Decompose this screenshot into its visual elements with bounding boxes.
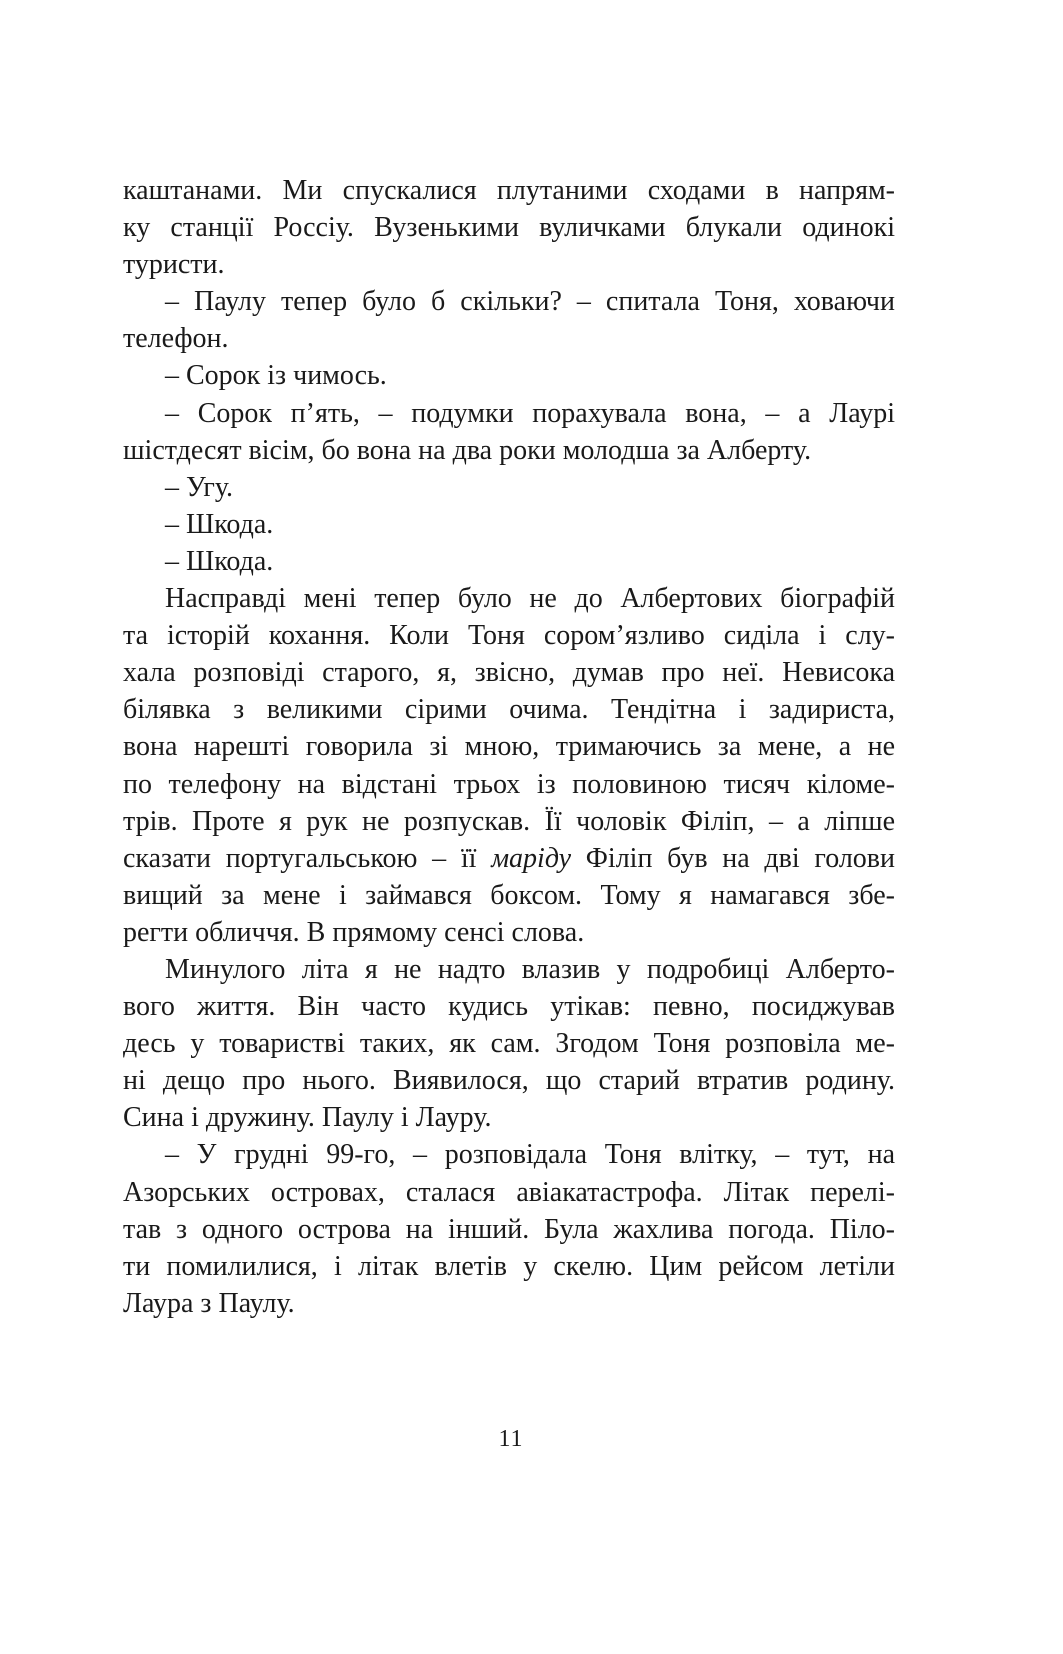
italic-word: маріду (491, 842, 572, 874)
text-segment: сказати португальською – її (123, 842, 492, 874)
text-line: вона нарешті говорила зі мною, тримаючись за мене, а не (123, 731, 895, 763)
text-line: та історій кохання. Коли Тоня сором’язливо сиділа і слу- (123, 620, 895, 652)
text-line: хала розповіді старого, я, звісно, думав про неї. Невисока (123, 657, 895, 689)
text-line: – У грудні 99-го, – розповідала Тоня влітку, – тут, на (165, 1139, 895, 1171)
text-line: десь у товаристві таких, як сам. Згодом Тоня розповіла ме- (123, 1028, 895, 1060)
text-line: ку станції Россіу. Вузенькими вуличками блукали одинокі (123, 212, 895, 244)
text-line: Сина і дружину. Паулу і Лауру. (123, 1102, 492, 1134)
text-line: туристи. (123, 249, 225, 281)
text-line: – Шкода. (165, 545, 274, 577)
text-line: Азорських островах, сталася авіакатастрофа. Літак перелі- (123, 1176, 895, 1208)
text-line: каштанами. Ми спускалися плутаними сходами в напрям- (123, 175, 895, 206)
text-line: вого життя. Він часто кудись утікав: певно, посиджував (123, 991, 895, 1023)
text-segment: Філіп був на дві голови (571, 842, 895, 874)
text-line: – Паулу тепер було б скільки? – спитала Тоня, ховаючи (165, 286, 895, 318)
page-number: 11 (498, 1426, 524, 1452)
text-line: регти обличчя. В прямому сенсі слова. (123, 916, 585, 948)
text-line: вищий за мене і займався боксом. Тому я намагався збе- (123, 879, 895, 911)
text-line: – Сорок п’ять, – подумки порахувала вона, – а Лаурі (165, 397, 895, 429)
text-line: ти помилилися, і літак влетів у скелю. Цим рейсом летіли (123, 1250, 895, 1282)
text-line-italic-word (123, 840, 895, 877)
text-line: білявка з великими сірими очима. Тендітна і задириста, (123, 694, 895, 726)
text-line: – Шкода. (165, 508, 274, 540)
text-line: Насправді мені тепер було не до Албертових біографій (165, 583, 895, 615)
text-line: – Сорок із чимось. (165, 360, 387, 392)
text-line: шістдесят вісім, бо вона на два роки молодша за Алберту. (123, 434, 812, 466)
text-line: ні дещо про нього. Виявилося, що старий втратив родину. (123, 1065, 895, 1097)
text-line: тав з одного острова на інший. Була жахлива погода. Піло- (123, 1213, 895, 1245)
text-line: Минулого літа я не надто влазив у подробиці Алберто- (165, 953, 895, 985)
text-line: – Угу. (165, 471, 234, 503)
body-text (123, 172, 895, 1322)
text-line: трів. Проте я рук не розпускав. Її чоловік Філіп, – а ліпше (123, 805, 895, 837)
text-line: по телефону на відстані трьох із половиною тисяч кіломе- (123, 768, 895, 800)
text-line: телефон. (123, 323, 229, 355)
text-line: Лаура з Паулу. (123, 1287, 295, 1319)
